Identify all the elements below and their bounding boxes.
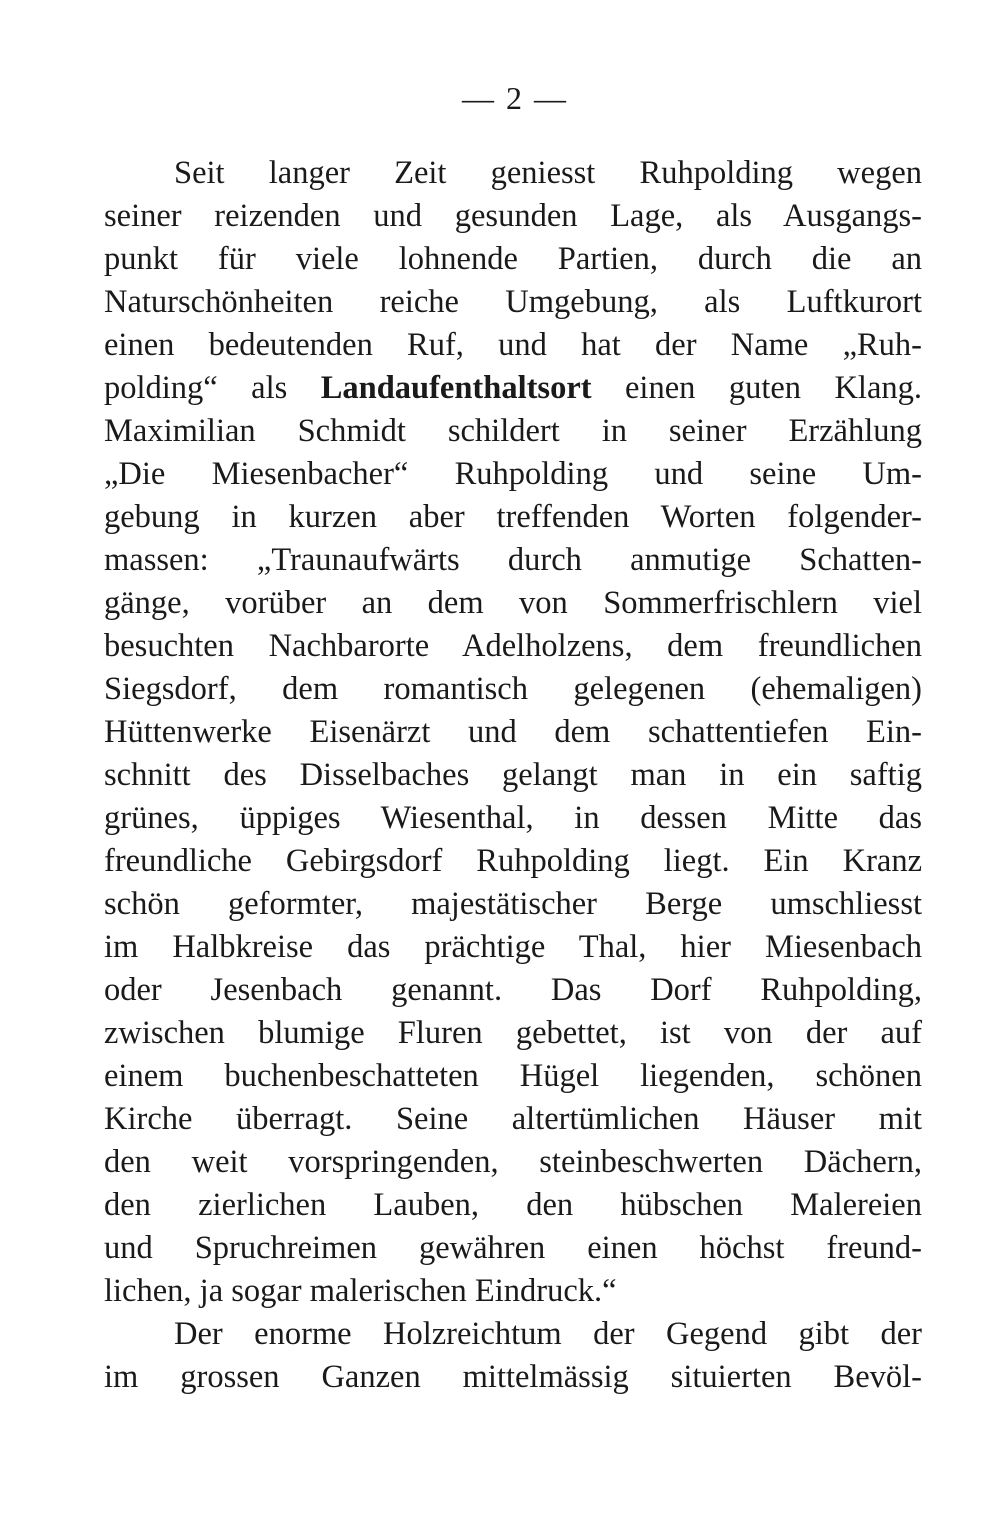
emphasized-term: Landaufenthaltsort xyxy=(320,370,592,406)
text-line: schön geformter, majestätischer Berge umschliesst xyxy=(104,886,922,922)
text-line: seiner reizenden und gesunden Lage, als Ausgangs- xyxy=(104,198,922,234)
text-line: den weit vorspringenden, steinbeschwerten Dächern, xyxy=(104,1144,922,1180)
text-line: Seit langer Zeit geniesst Ruhpolding wegen xyxy=(174,155,922,191)
text-line: „Die Miesenbacher“ Ruhpolding und seine Um- xyxy=(104,456,922,492)
text-line: und Spruchreimen gewähren einen höchst freund- xyxy=(104,1230,922,1266)
text-line: den zierlichen Lauben, den hübschen Malereien xyxy=(104,1187,922,1223)
text-line: im grossen Ganzen mittelmässig situierten Bevöl- xyxy=(104,1359,922,1395)
text-line: Naturschönheiten reiche Umgebung, als Luftkurort xyxy=(104,284,922,320)
text-line: oder Jesenbach genannt. Das Dorf Ruhpolding, xyxy=(104,972,922,1008)
text-line: Der enorme Holzreichtum der Gegend gibt der xyxy=(174,1316,922,1352)
text-line: punkt für viele lohnende Partien, durch die an xyxy=(104,241,922,277)
text-line: Maximilian Schmidt schildert in seiner Erzählung xyxy=(104,413,922,449)
text-line: gebung in kurzen aber treffenden Worten folgender- xyxy=(104,499,922,535)
text-line: grünes, üppiges Wiesenthal, in dessen Mitte das xyxy=(104,800,922,836)
text-line: Hüttenwerke Eisenärzt und dem schattentiefen Ein- xyxy=(104,714,922,750)
text-line: Siegsdorf, dem romantisch gelegenen (ehemaligen) xyxy=(104,671,922,707)
text-line: massen: „Traunaufwärts durch anmutige Schatten- xyxy=(104,542,922,578)
text-line: schnitt des Disselbaches gelangt man in ein saftig xyxy=(104,757,922,793)
text-line: besuchten Nachbarorte Adelholzens, dem freundlichen xyxy=(104,628,922,664)
text-line: Kirche überragt. Seine altertümlichen Häuser mit xyxy=(104,1101,922,1137)
body-text xyxy=(104,152,922,1399)
text-line: einem buchenbeschatteten Hügel liegenden, schönen xyxy=(104,1058,922,1094)
text-line: lichen, ja sogar malerischen Eindruck.“ xyxy=(104,1273,617,1309)
text-line: gänge, vorüber an dem von Sommerfrischlern viel xyxy=(104,585,922,621)
text-segment: einen guten Klang. xyxy=(591,370,922,406)
text-segment: polding“ als xyxy=(104,370,321,406)
page-number: — 2 — xyxy=(462,80,568,116)
text-line: im Halbkreise das prächtige Thal, hier Miesenbach xyxy=(104,929,922,965)
text-line: zwischen blumige Fluren gebettet, ist von der auf xyxy=(104,1015,922,1051)
text-line xyxy=(104,367,922,410)
text-line: einen bedeutenden Ruf, und hat der Name „Ruh- xyxy=(104,327,922,363)
text-line: freundliche Gebirgsdorf Ruhpolding liegt. Ein Kranz xyxy=(104,843,922,879)
